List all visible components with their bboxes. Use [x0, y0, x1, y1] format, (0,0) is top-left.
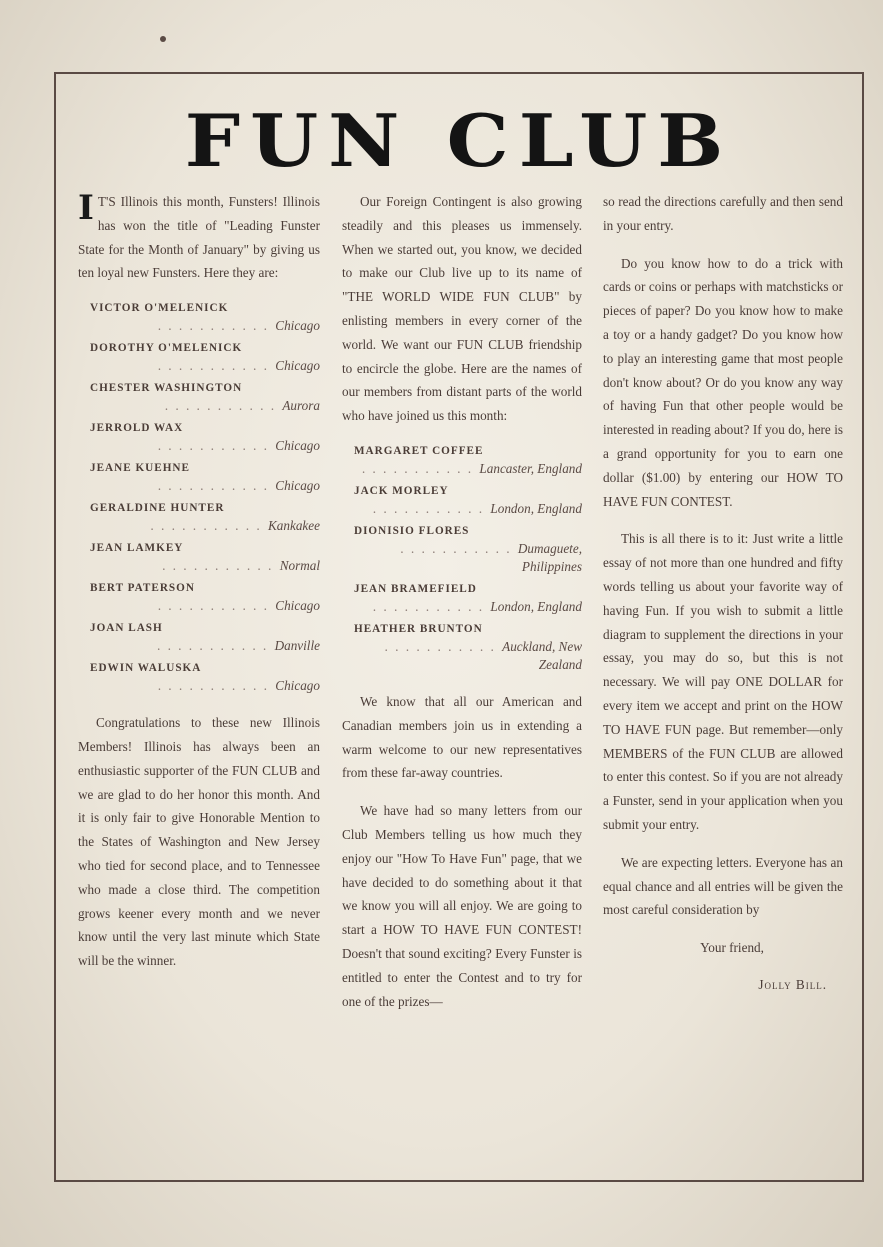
illinois-member-list — [78, 299, 320, 695]
leader-dots: . . . . . . . . . . . — [362, 460, 474, 476]
member-city: Chicago — [275, 318, 320, 334]
member-city-line — [342, 500, 582, 518]
member-name: EDWIN WALUSKA — [90, 662, 202, 675]
member-city: Chicago — [275, 678, 320, 694]
member-city-line — [342, 460, 582, 478]
member-city-line — [78, 517, 320, 535]
member-name: GERALDINE HUNTER — [90, 502, 225, 515]
member-city-line — [78, 557, 320, 575]
member-name: BERT PATERSON — [90, 582, 195, 595]
foreign-contingent-paragraph: Our Foreign Contingent is also growing steadily and this pleases us immensely. When we started out, you know, we decided to make our Club live up to its name of "THE WORLD WIDE FUN CLUB" by enlisting members in every corner of the world. We want our FUN CLUB friendship to encircle the globe. Here are the names of our members from distant parts of the world who have joined us this month: — [342, 194, 582, 424]
member-entry — [78, 339, 320, 375]
drop-cap: I — [78, 188, 94, 228]
member-name: JERROLD WAX — [90, 422, 184, 435]
member-name: JEAN LAMKEY — [90, 542, 184, 555]
member-city-line — [78, 437, 320, 455]
contest-announcement-paragraph: We have had so many letters from our Club Members telling us how much they enjoy our "How To Have Fun" page, that we have decided to do something about it that we know you will all enjoy. We are going to start a HOW TO HAVE FUN CONTEST! Doesn't that sound exciting? Every Funster is entitled to enter the Contest and to try for one of the prizes— — [342, 803, 582, 1009]
member-name: DIONISIO FLORES — [354, 524, 470, 537]
member-name: JEANE KUEHNE — [90, 462, 190, 475]
leader-dots: . . . . . . . . . . . — [158, 678, 270, 694]
member-entry — [78, 579, 320, 615]
leader-dots: . . . . . . . . . . . — [400, 540, 512, 556]
column-2 — [342, 190, 582, 1027]
contest-rules-paragraph: This is all there is to it: Just write a little essay of not more than one hundred and fifty words telling us about your favorite way of having Fun. If you wish to submit a little diagram to supplement the directions in your essay, you may do so, but this is not necessary. We will pay ONE DOLLAR for every item we accept and print on the HOW TO HAVE FUN page. But remember—only MEMBERS of the FUN CLUB are allowed to enter this contest. So if you are not already a Funster, send in your application when you submit your entry. — [603, 531, 843, 832]
member-city-line — [78, 317, 320, 335]
member-city: Chicago — [275, 478, 320, 494]
member-name: DOROTHY O'MELENICK — [90, 342, 243, 355]
leader-dots: . . . . . . . . . . . — [158, 438, 270, 454]
member-city-line — [78, 357, 320, 375]
expecting-letters-paragraph: We are expecting letters. Everyone has an equal chance and all entries will be given the most careful consideration by — [603, 854, 843, 918]
member-city: Aurora — [282, 398, 320, 414]
welcome-paragraph: We know that all our American and Canadian members join us in extending a warm welcome to our new representatives from these far-away countries. — [342, 693, 582, 781]
member-entry — [78, 619, 320, 655]
member-name: MARGARET COFFEE — [354, 444, 484, 457]
congrats-paragraph: Congratulations to these new Illinois Members! Illinois has always been an enthusiastic supporter of the FUN CLUB and we are glad to do her honor this month. And it is only fair to give Honorable Mention to the States of Washington and New Jersey who tied for second place, and to Tennessee who made a close third. The competition grows keener every month and we never know until the very last minute which State will be the winner. — [78, 715, 320, 969]
member-city: London, England — [490, 598, 582, 614]
member-city-line — [342, 638, 582, 674]
member-entry — [78, 539, 320, 575]
member-city: Auckland, New Zealand — [502, 638, 582, 672]
column-1 — [78, 190, 320, 987]
member-entry — [78, 499, 320, 535]
leader-dots: . . . . . . . . . . . — [158, 318, 270, 334]
member-city-line — [78, 637, 320, 655]
member-entry — [78, 379, 320, 415]
member-city-line — [78, 597, 320, 615]
speck-mark — [160, 36, 166, 42]
closing-line: Your friend, — [700, 940, 764, 956]
member-entry — [78, 659, 320, 695]
member-entry — [342, 522, 582, 576]
member-name: JACK MORLEY — [354, 484, 449, 497]
signature: Jolly Bill. — [758, 977, 827, 993]
member-city: Kankakee — [268, 518, 320, 534]
member-city: Danville — [274, 638, 320, 654]
intro-paragraph — [78, 190, 320, 285]
member-entry — [78, 299, 320, 335]
member-city-line — [78, 677, 320, 695]
leader-dots: . . . . . . . . . . . — [165, 398, 277, 414]
member-city: Dumaguete, Philippines — [517, 540, 582, 574]
member-city: Chicago — [275, 358, 320, 374]
directions-paragraph: so read the directions carefully and then send in your entry. — [603, 194, 843, 233]
member-entry — [78, 419, 320, 455]
member-entry — [78, 459, 320, 495]
leader-dots: . . . . . . . . . . . — [373, 500, 485, 516]
member-city-line — [342, 540, 582, 576]
leader-dots: . . . . . . . . . . . — [150, 518, 262, 534]
member-name: JEAN BRAMEFIELD — [354, 582, 477, 595]
leader-dots: . . . . . . . . . . . — [158, 478, 270, 494]
leader-dots: . . . . . . . . . . . — [158, 358, 270, 374]
member-city-line — [78, 477, 320, 495]
leader-dots: . . . . . . . . . . . — [373, 598, 485, 614]
member-entry — [342, 482, 582, 518]
member-city-line — [342, 598, 582, 616]
member-entry — [342, 580, 582, 616]
page-title: FUN CLUB — [184, 99, 734, 184]
leader-dots: . . . . . . . . . . . — [162, 558, 274, 574]
member-name: VICTOR O'MELENICK — [90, 302, 229, 315]
member-city: Chicago — [275, 598, 320, 614]
member-city: Chicago — [275, 438, 320, 454]
leader-dots: . . . . . . . . . . . — [384, 638, 497, 654]
leader-dots: . . . . . . . . . . . — [157, 638, 269, 654]
member-city-line — [78, 397, 320, 415]
member-entry — [342, 442, 582, 478]
member-city: Lancaster, England — [479, 460, 582, 476]
member-entry — [342, 620, 582, 674]
member-name: CHESTER WASHINGTON — [90, 382, 243, 395]
member-name: HEATHER BRUNTON — [354, 622, 483, 635]
leader-dots: . . . . . . . . . . . — [158, 598, 270, 614]
intro-text: T'S Illinois this month, Funsters! Illinois has won the title of "Leading Funster State for the Month of January" by giving us ten loyal new Funsters. Here they are: — [78, 194, 320, 281]
column-3 — [603, 190, 843, 1010]
member-name: JOAN LASH — [90, 622, 163, 635]
foreign-member-list — [342, 442, 582, 674]
contest-question-paragraph: Do you know how to do a trick with cards or coins or perhaps with matchsticks or pieces of paper? Do you know how to make a toy or a handy gadget? Do you know how to play an interesting game that most people don't know about? Or do you know any way of having Fun that other people would be interested in reading about? If you do, here is a grand opportunity for you to earn one dollar ($1.00) by entering our HOW TO HAVE FUN CONTEST. — [603, 255, 843, 509]
member-city: Normal — [279, 558, 320, 574]
member-city: London, England — [490, 500, 582, 516]
